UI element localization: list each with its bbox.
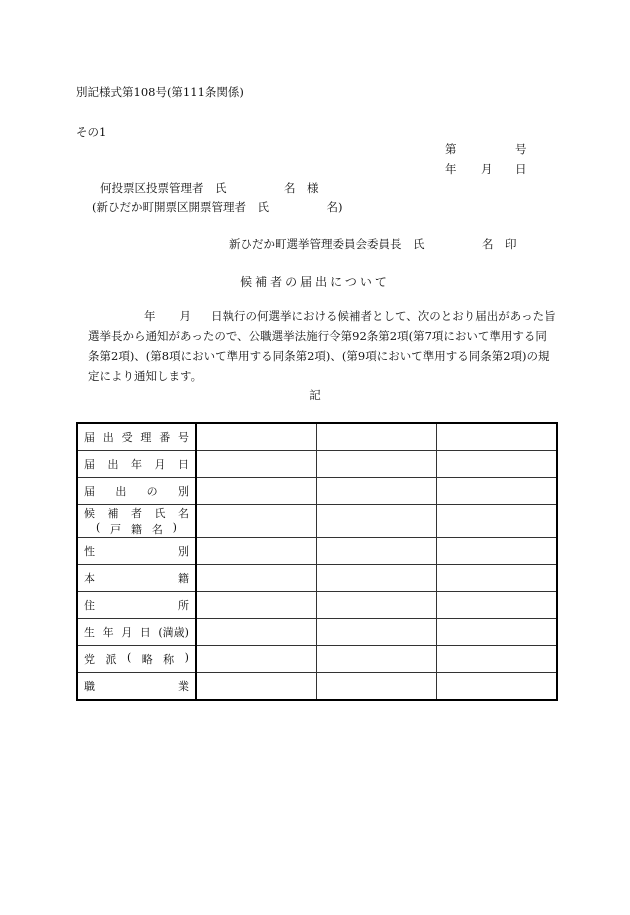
table-row [77, 478, 557, 505]
entry-cell[interactable] [196, 478, 316, 505]
row-label-cell [77, 451, 196, 478]
entry-cell[interactable] [196, 592, 316, 619]
entry-cell[interactable] [196, 538, 316, 565]
table-row [77, 619, 557, 646]
ki-label: 記 [309, 388, 321, 402]
entry-cell[interactable] [436, 592, 557, 619]
date-year: 年 [445, 162, 457, 176]
row-sublabel: ( 戸 籍 名 ) [96, 521, 177, 536]
body-month: 月 [179, 309, 191, 323]
row-label: 性 別 [84, 545, 189, 558]
table-row [77, 673, 557, 701]
number-dai: 第 [445, 142, 457, 156]
body-paragraph [88, 306, 558, 386]
table-row [77, 451, 557, 478]
entry-cell[interactable] [436, 673, 557, 701]
row-label: 届 出 の 別 [84, 485, 189, 498]
entry-cell[interactable] [196, 673, 316, 701]
date-month: 月 [481, 162, 493, 176]
entry-cell[interactable] [196, 619, 316, 646]
row-label: 候 補 者 氏 名 [84, 507, 189, 520]
number-go: 号 [515, 142, 527, 156]
table-row [77, 538, 557, 565]
entry-cell[interactable] [196, 423, 316, 451]
row-label-cell [77, 423, 196, 451]
addressee-line-2: (新ひだか町開票区開票管理者 氏 名) [92, 200, 343, 214]
entry-cell[interactable] [196, 646, 316, 673]
row-label: 届 出 年 月 日 [84, 458, 189, 471]
entry-cell[interactable] [436, 423, 557, 451]
entry-cell[interactable] [316, 478, 436, 505]
row-label-cell [77, 592, 196, 619]
entry-cell[interactable] [196, 565, 316, 592]
entry-cell[interactable] [316, 646, 436, 673]
row-label: 党 派 ( 略 称 ) [84, 651, 189, 666]
entry-cell[interactable] [316, 451, 436, 478]
table-row [77, 423, 557, 451]
entry-cell[interactable] [436, 565, 557, 592]
table-row [77, 565, 557, 592]
entry-cell[interactable] [316, 538, 436, 565]
entry-cell[interactable] [316, 423, 436, 451]
row-label-cell [77, 673, 196, 701]
body-text: 日執行の何選挙における候補者として、次のとおり届出があった旨選挙長から通知があったので、公職選挙法施行令第92条第2項(第7項において準用する同条第2項)、(第8項において準用する同条第2項)、(第9項において準用する同条第2項)の規定により通知します。 [88, 309, 556, 383]
row-label-cell [77, 646, 196, 673]
entry-cell[interactable] [316, 673, 436, 701]
row-label: 職 業 [84, 680, 189, 693]
entry-cell[interactable] [316, 505, 436, 538]
row-label-cell [77, 478, 196, 505]
row-label: 本 籍 [84, 572, 189, 585]
entry-cell[interactable] [436, 646, 557, 673]
sono-label: その1 [76, 125, 107, 139]
entry-cell[interactable] [436, 478, 557, 505]
row-label: 住 所 [84, 599, 189, 612]
entry-cell[interactable] [436, 619, 557, 646]
sender-line: 新ひだか町選挙管理委員会委員長 氏 名 印 [229, 237, 517, 251]
form-number-header: 別記様式第108号(第111条関係) [76, 85, 244, 99]
table-row [77, 592, 557, 619]
row-label-cell [77, 565, 196, 592]
row-label-cell [77, 619, 196, 646]
document-title: 候補者の届出について [240, 275, 390, 289]
notification-table [76, 422, 558, 701]
entry-cell[interactable] [196, 505, 316, 538]
addressee-line-1: 何投票区投票管理者 氏 名 様 [100, 181, 319, 195]
row-label: 生 年 月 日 (満歳) [84, 626, 189, 639]
entry-cell[interactable] [316, 592, 436, 619]
entry-cell[interactable] [196, 451, 316, 478]
entry-cell[interactable] [316, 565, 436, 592]
entry-cell[interactable] [436, 451, 557, 478]
body-year: 年 [144, 309, 156, 323]
date-day: 日 [515, 162, 527, 176]
entry-cell[interactable] [436, 538, 557, 565]
table-row [77, 505, 557, 538]
entry-cell[interactable] [316, 619, 436, 646]
row-label: 届 出 受 理 番 号 [84, 431, 189, 444]
table-row [77, 646, 557, 673]
row-label-cell [77, 505, 196, 538]
entry-cell[interactable] [436, 505, 557, 538]
row-label-cell [77, 538, 196, 565]
